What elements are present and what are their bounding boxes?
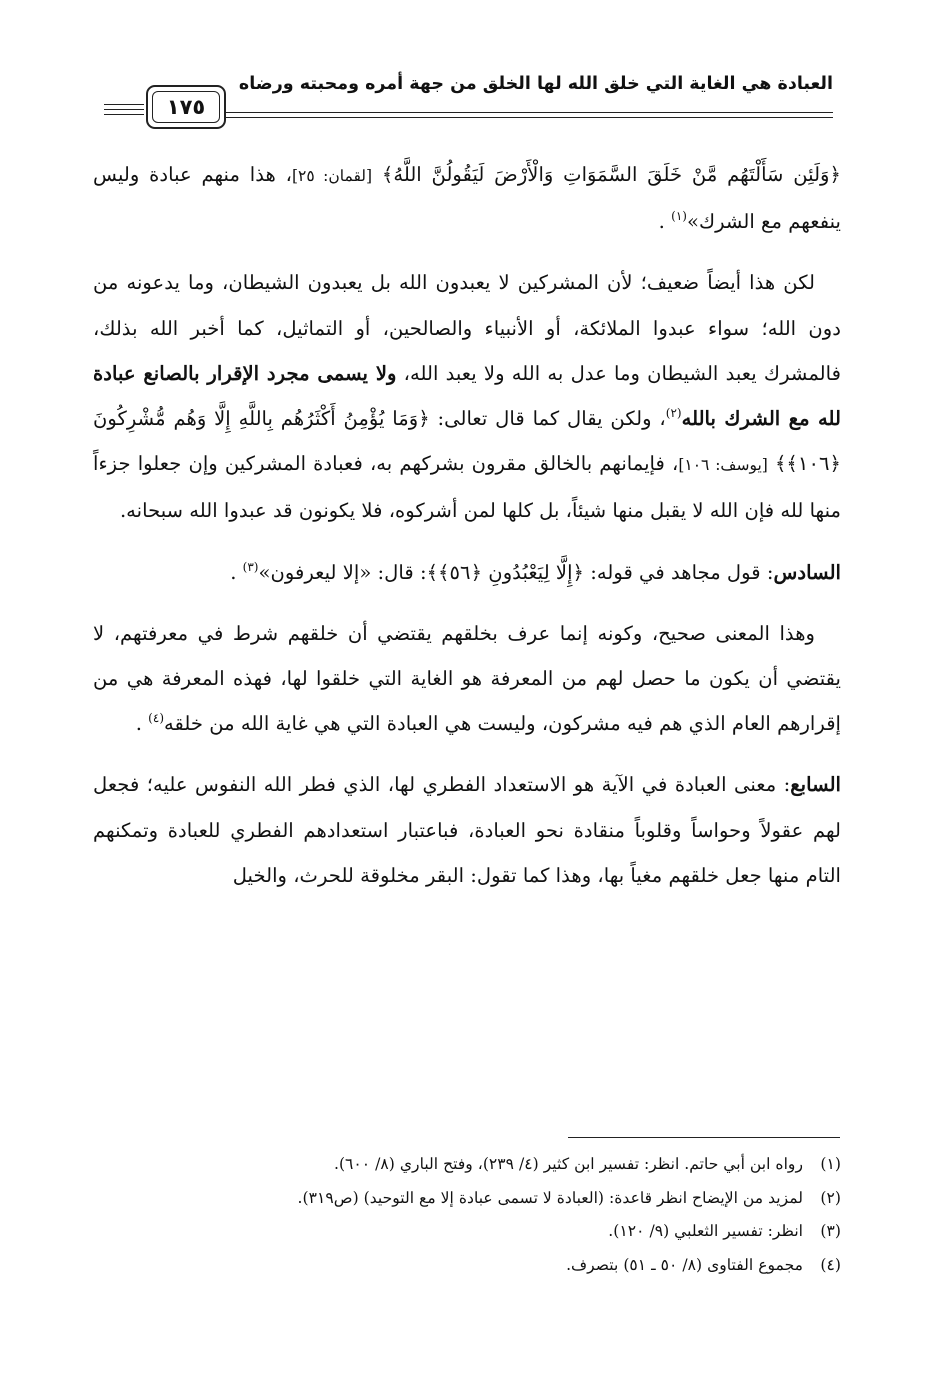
- footnote-item: [93, 1215, 841, 1249]
- paragraph-text: لكن هذا أيضاً ضعيف؛ لأن المشركين لا يعبدون الله بل يعبدون الشيطان، وما يدعونه من دون الله؛ سواء عبدوا الملائكة، أو الأنبياء والصالحين، أو التماثيل، كما أخبر الله بذلك، فالمشرك يعبد الشيطان وما عدل به الله ولا يعبد الله،: [93, 271, 841, 385]
- footnote-text: رواه ابن أبي حاتم. انظر: تفسير ابن كثير (٤/ ٢٣٩)، وفتح الباري (٨/ ٦٠٠).: [334, 1155, 803, 1173]
- paragraph-text: وهذا المعنى صحيح، وكونه إنما عرف بخلقهم يقتضي أن خلقهم شرط في معرفتهم، لا يقتضي أن يكون ما حصل لهم من المعرفة هو الغاية التي خلقوا لها، فهذه المعرفة هي من إقرارهم العام الذي هم فيه مشركون، وليست هي العبادة التي هي غاية الله من خلقه: [93, 621, 841, 736]
- footnote-text: مجموع الفتاوى (٨/ ٥٠ ـ ٥١) بتصرف.: [566, 1255, 803, 1274]
- footnotes: [93, 1148, 841, 1282]
- bold-statement: ولا يسمى مجرد الإقرار بالصانع عبادة لله مع الشرك بالله: [93, 361, 841, 431]
- section-label: السابع: [790, 773, 841, 797]
- footnote-text: انظر: تفسير الثعلبي (٩/ ١٢٠).: [608, 1222, 803, 1240]
- page-number-frame: [146, 85, 226, 129]
- main-text: [93, 152, 841, 898]
- footnote-item: [93, 1249, 841, 1283]
- footnote-marker[interactable]: (٢): [665, 406, 682, 421]
- paragraph-text: ، هذا منهم عبادة وليس ينفعهم مع الشرك»: [93, 163, 841, 234]
- header-rule-left: [104, 109, 144, 110]
- punctuation: .: [230, 560, 237, 584]
- footnote-item: [93, 1182, 841, 1216]
- footnote-item: [93, 1148, 841, 1182]
- footnote-separator: [568, 1137, 840, 1138]
- paragraph-1: [93, 152, 841, 244]
- page-number: ١٧٥: [152, 91, 220, 123]
- paragraph-text: ، ولكن يقال كما قال تعالى:: [429, 407, 666, 431]
- footnote-number: (٢): [820, 1188, 841, 1207]
- paragraph-text: : قول مجاهد في قوله:: [584, 560, 774, 584]
- paragraph-text: : معنى العبادة في الآية هو الاستعداد الفطري لها، الذي فطر الله النفوس عليه؛ فجعل لهم عقولاً وحواساً وقلوباً منقادة نحو العبادة، فباعتبار استعدادهم الفطري للعبادة وتمكنهم التام منها جعل خلقهم مغياً بها، وهذا كما تقول: البقر مخلوقة للحرث، والخيل: [93, 773, 841, 887]
- section-label: السادس: [773, 560, 841, 584]
- quran-verse: ﴿إِلَّا لِيَعْبُدُونِ ﴿٥٦﴾﴾: [426, 560, 585, 584]
- quran-verse: ﴿وَمَا يُؤْمِنُ أَكْثَرُهُم بِاللَّهِ إِلَّا وَهُم مُّشْرِكُونَ ﴿١٠٦﴾﴾: [93, 407, 841, 476]
- verse-reference: [يوسف: ١٠٦]: [678, 456, 768, 475]
- paragraph-5: [93, 762, 841, 898]
- paragraph-text: ، فإيمانهم بالخالق مقرون بشركهم به، فعبادة المشركين وإن جعلوا جزءاً منها لله فإن الله لا يقبل منها شيئاً، بل كلها لمن أشركوه، فلا يكونون قد عبدوا الله سبحانه.: [93, 452, 841, 523]
- header-rule: [226, 117, 833, 118]
- footnote-marker[interactable]: (٤): [148, 711, 164, 726]
- paragraph-2: [93, 260, 841, 533]
- punctuation: .: [658, 210, 665, 234]
- footnote-text: لمزيد من الإيضاح انظر قاعدة: (العبادة لا تسمى عبادة إلا مع التوحيد) (ص٣١٩).: [297, 1188, 803, 1207]
- paragraph-3: [93, 550, 841, 595]
- header-rule-left: [104, 104, 144, 105]
- paragraph-text: : قال: «إلا ليعرفون»: [258, 560, 427, 584]
- footnote-number: (٤): [820, 1255, 841, 1274]
- footnote-number: (٣): [820, 1222, 841, 1240]
- header-rule: [226, 112, 833, 113]
- punctuation: .: [135, 712, 142, 736]
- verse-reference: [لقمان: ٢٥]: [291, 167, 373, 185]
- footnote-number: (١): [820, 1155, 841, 1173]
- header-rule-left: [104, 114, 144, 115]
- quran-verse: ﴿وَلَئِن سَأَلْتَهُم مَّنْ خَلَقَ السَّمَوَاتِ وَالْأَرْضَ لَيَقُولُنَّ اللَّهُ﴾: [381, 163, 842, 186]
- paragraph-4: [93, 611, 841, 747]
- running-header-title: العبادة هي الغاية التي خلق الله لها الخلق من جهة أمره ومحبته ورضاه: [238, 74, 833, 94]
- footnote-marker[interactable]: (٣): [242, 559, 259, 574]
- footnote-marker[interactable]: (١): [671, 209, 687, 224]
